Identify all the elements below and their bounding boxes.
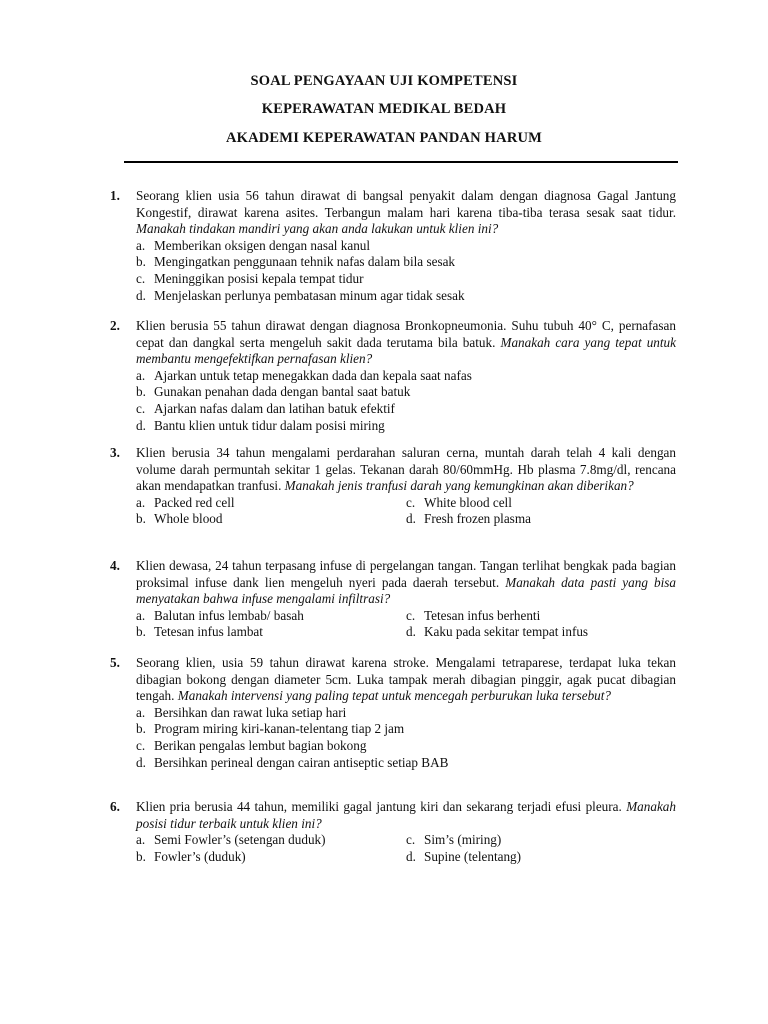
option-text: Bersihkan dan rawat luka setiap hari [154,704,347,720]
option-text: Meninggikan posisi kepala tempat tidur [154,270,364,286]
answer-options [136,368,676,434]
answer-option[interactable] [136,495,406,512]
title-line-3: AKADEMI KEPERAWATAN PANDAN HARUM [225,130,543,146]
option-text: Fowler’s (duduk) [154,848,246,864]
answer-option[interactable] [136,271,676,288]
answer-option[interactable] [136,254,676,271]
option-letter: d. [406,511,416,527]
answer-options [136,705,676,771]
option-text: Bantu klien untuk tidur dalam posisi miring [154,417,385,433]
option-letter: c. [136,737,146,753]
answer-option[interactable] [406,495,676,512]
question-prompt: Manakah tindakan mandiri yang akan anda lakukan untuk klien ini? [136,221,499,237]
option-letter: b. [136,848,146,864]
option-text: Sim’s (miring) [424,832,502,848]
option-text: Tetesan infus lambat [154,624,263,640]
option-letter: d. [136,754,146,770]
question-prompt: Manakah posisi tidur terbaik untuk klien ini? [136,799,676,831]
option-letter: b. [136,254,146,270]
answer-option[interactable] [136,608,406,625]
question-stem [136,445,676,495]
answer-option[interactable] [406,608,676,625]
option-text: Program miring kiri-kanan-telentang tiap 2 jam [154,721,405,737]
option-text: Berikan pengalas lembut bagian bokong [154,737,367,753]
option-letter: b. [136,721,146,737]
question-stem [136,318,676,368]
answer-option[interactable] [136,738,676,755]
option-letter: a. [136,832,146,848]
option-text: White blood cell [424,494,512,510]
question-text: Seorang klien, usia 59 tahun dirawat karena stroke. Mengalami tetraparese, terdapat luka tekan dibagian bokong dengan diameter 5cm. Luka tampak merah dibagian pinggir, agak pucat dibagian tengah. [136,655,676,704]
option-letter: b. [136,511,146,527]
option-letter: d. [406,848,416,864]
question-number: 5. [110,655,120,670]
question-text: Klien pria berusia 44 tahun, memiliki gagal jantung kiri dan sekarang terjadi efusi pleura. [136,799,622,814]
answer-option[interactable] [136,418,676,435]
answer-option[interactable] [136,721,676,738]
answer-option[interactable] [136,849,406,866]
answer-option[interactable] [406,624,676,641]
question-stem [136,558,676,608]
question-6 [110,799,676,865]
option-letter: c. [136,400,146,416]
question-3 [110,445,676,528]
option-letter: d. [406,624,416,640]
question-2 [110,318,676,434]
question-stem [136,188,676,238]
answer-option[interactable] [136,624,406,641]
header-divider [124,161,678,163]
question-prompt: Manakah jenis tranfusi darah yang kemungkinan akan diberikan? [284,478,634,494]
option-text: Ajarkan untuk tetap menegakkan dada dan kepala saat nafas [154,367,472,383]
option-text: Bersihkan perineal dengan cairan antiseptic setiap BAB [154,754,449,770]
option-text: Kaku pada sekitar tempat infus [424,624,589,640]
question-text: Klien dewasa, 24 tahun terpasang infuse di pergelangan tangan. Tangan terlihat bengkak pada bagian proksimal infuse dank lien mengeluh nyeri pada daerah tersebut. [136,558,676,590]
title-line-2: KEPERAWATAN MEDIKAL BEDAH [261,101,507,117]
option-text: Memberikan oksigen dengan nasal kanul [154,237,371,253]
answer-option[interactable] [136,705,676,722]
option-letter: c. [406,607,416,623]
option-text: Mengingatkan penggunaan tehnik nafas dalam bila sesak [154,254,456,270]
option-text: Packed red cell [154,494,235,510]
option-text: Supine (telentang) [424,848,522,864]
option-letter: c. [136,270,146,286]
option-text: Whole blood [154,511,223,527]
answer-option[interactable] [406,832,676,849]
question-prompt: Manakah cara yang tepat untuk membantu mengefektifkan pernafasan klien? [136,334,676,367]
question-number: 1. [110,188,120,203]
answer-option[interactable] [406,511,676,528]
option-letter: a. [136,237,146,253]
option-letter: a. [136,367,146,383]
option-letter: c. [406,832,416,848]
question-number: 3. [110,445,120,460]
option-text: Ajarkan nafas dalam dan latihan batuk efektif [154,400,395,416]
option-text: Gunakan penahan dada dengan bantal saat batuk [154,384,411,400]
question-prompt: Manakah data pasti yang bisa menyatakan bahwa infuse mengalami infiltrasi? [136,574,676,607]
option-text: Fresh frozen plasma [424,511,531,527]
option-text: Tetesan infus berhenti [424,607,541,623]
answer-options [136,832,676,865]
answer-option[interactable] [136,238,676,255]
option-text: Menjelaskan perlunya pembatasan minum agar tidak sesak [154,287,465,303]
question-stem [136,655,676,705]
question-stem [136,799,676,832]
answer-option[interactable] [136,384,676,401]
option-letter: d. [136,287,146,303]
question-prompt: Manakah intervensi yang paling tepat untuk mencegah perburukan luka tersebut? [177,688,612,704]
question-text: Klien berusia 34 tahun mengalami perdarahan saluran cerna, muntah darah telah 4 kali dengan volume darah permuntah sekitar 1 gelas. Tekanan darah 80/60mmHg. Hb plasma 7.8mg/dl, rencana akan mendapatkan tranfusi. [136,445,676,494]
answer-option[interactable] [406,849,676,866]
question-1 [110,188,676,304]
answer-option[interactable] [136,368,676,385]
option-letter: b. [136,384,146,400]
question-number: 6. [110,799,120,814]
question-number: 4. [110,558,120,573]
title-line-1: SOAL PENGAYAAN UJI KOMPETENSI [250,73,518,89]
answer-options [136,238,676,304]
option-letter: a. [136,704,146,720]
answer-option[interactable] [136,755,676,772]
question-number: 2. [110,318,120,333]
question-text: Seorang klien usia 56 tahun dirawat di bangsal penyakit dalam dengan diagnosa Gagal Jantung Kongestif, dirawat karena asites. Terbangun malam hari karena tiba-tiba terasa sesak saat tidur. [136,188,676,220]
option-letter: b. [136,624,146,640]
option-letter: a. [136,607,146,623]
answer-option[interactable] [136,288,676,305]
option-letter: d. [136,417,146,433]
option-text: Semi Fowler’s (setengan duduk) [154,832,326,848]
question-text: Klien berusia 55 tahun dirawat dengan diagnosa Bronkopneumonia. Suhu tubuh 40° C, pernafasan cepat dan dangkal serta mengeluh sakit dada terutama bila batuk. [136,318,676,350]
question-4 [110,558,676,641]
answer-options [136,495,676,528]
answer-option[interactable] [136,511,406,528]
answer-option[interactable] [136,401,676,418]
option-letter: a. [136,494,146,510]
option-letter: c. [406,494,416,510]
answer-option[interactable] [136,832,406,849]
option-text: Balutan infus lembab/ basah [154,607,304,623]
question-5 [110,655,676,771]
answer-options [136,608,676,641]
